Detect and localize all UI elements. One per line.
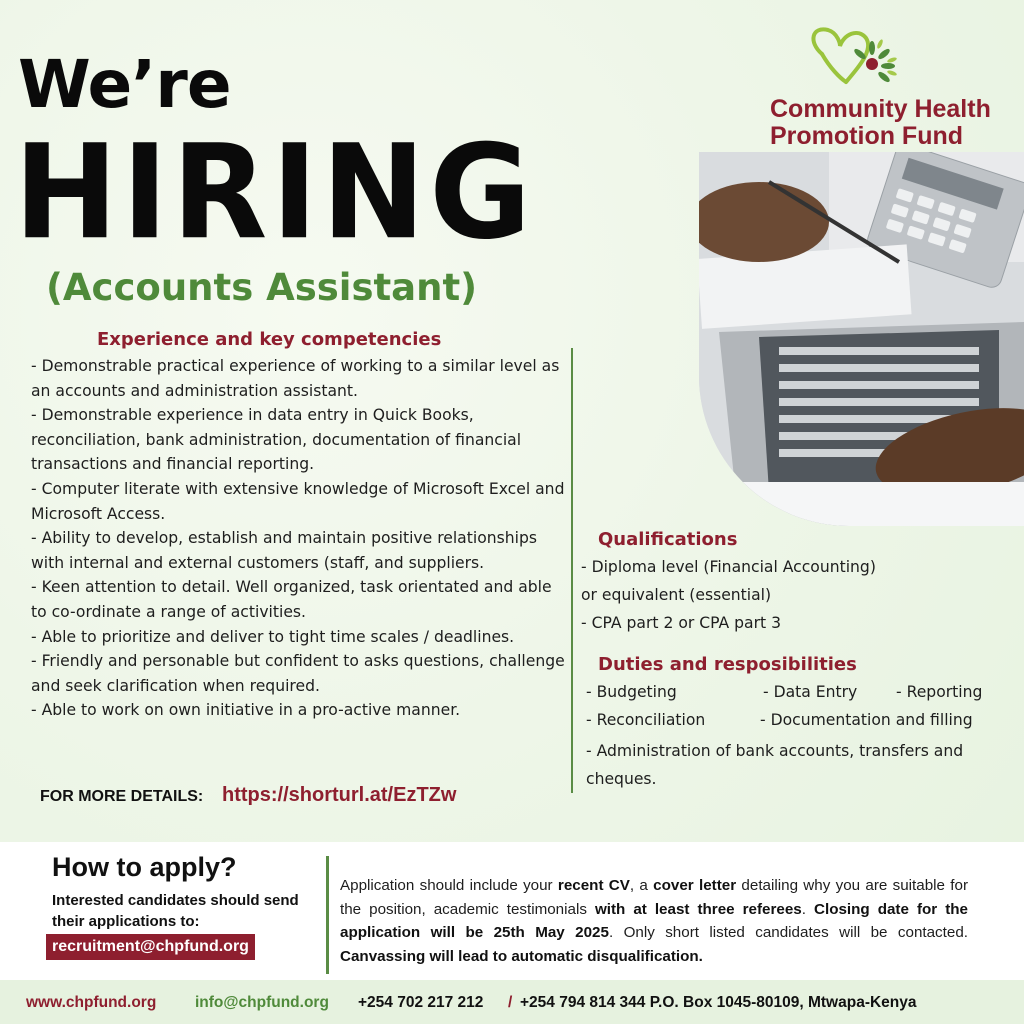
- footer-email[interactable]: info@chpfund.org: [195, 994, 329, 1011]
- column-divider: [571, 348, 573, 793]
- recruitment-email[interactable]: recruitment@chpfund.org: [46, 934, 255, 960]
- qualification-item: - CPA part 2 or CPA part 3: [581, 614, 781, 632]
- headline-hiring: HIRING: [14, 117, 536, 269]
- apply-emphasis: Closing date for the application will be 25th May 2025: [340, 900, 968, 941]
- experience-item: - Demonstrable experience in data entry in Quick Books, reconciliation, bank administration, documentation of financial transactions and financial reporting.: [31, 406, 522, 474]
- experience-item: - Keen attention to detail. Well organized, task orientated and able to co-ordinate a range of activities.: [31, 578, 552, 621]
- experience-heading: Experience and key competencies: [97, 329, 442, 350]
- details-link[interactable]: https://shorturl.at/EzTZw: [222, 784, 457, 806]
- apply-text: .: [801, 900, 814, 918]
- duty-item: - Reconciliation: [586, 711, 706, 729]
- apply-text: detailing why you are suitable for the position, academic testimonials: [340, 877, 969, 918]
- duty-item: - Documentation and filling: [760, 711, 973, 729]
- laptop-calculator-illustration: [699, 152, 1024, 526]
- organization-name-line2: Promotion Fund: [770, 122, 964, 150]
- experience-item: - Demonstrable practical experience of working to a similar level as an accounts and administration assistant.: [31, 357, 560, 400]
- qualification-item: - Diploma level (Financial Accounting): [581, 558, 876, 576]
- apply-divider: [326, 856, 329, 974]
- apply-title: How to apply?: [52, 852, 237, 882]
- duty-item: - Administration of bank accounts, transfers and cheques.: [586, 742, 964, 788]
- duty-item: - Reporting: [896, 683, 983, 701]
- qualifications-list: [581, 553, 1011, 637]
- office-photo: [699, 152, 1024, 526]
- qualifications-heading: Qualifications: [598, 529, 738, 550]
- experience-item: - Ability to develop, establish and maintain positive relationships with internal and external customers (staff, and suppliers.: [31, 529, 537, 572]
- duty-item: - Data Entry: [763, 683, 858, 701]
- organization-name-line1: Community Health: [770, 95, 991, 123]
- apply-text: Application should include your: [340, 877, 558, 894]
- details-label: FOR MORE DETAILS:: [40, 788, 204, 805]
- heart-leaf-logo-icon: [800, 24, 910, 94]
- apply-subtitle: Interested candidates should send their applications to:: [52, 892, 299, 930]
- apply-emphasis: Canvassing will lead to automatic disqualification.: [340, 947, 703, 965]
- job-title: (Accounts Assistant): [46, 266, 478, 309]
- experience-item: - Friendly and personable but confident to asks questions, challenge and seek clarification when required.: [31, 652, 565, 695]
- footer-website[interactable]: www.chpfund.org: [26, 994, 157, 1011]
- apply-text: . Only short listed candidates will be contacted.: [608, 924, 968, 941]
- footer-phone2-address: +254 794 814 344 P.O. Box 1045-80109, Mtwapa-Kenya: [520, 994, 917, 1011]
- experience-item: - Computer literate with extensive knowledge of Microsoft Excel and Microsoft Access.: [31, 479, 565, 523]
- apply-emphasis: with at least three referees: [594, 900, 802, 918]
- experience-list: [31, 354, 566, 723]
- duties-heading: Duties and resposibilities: [598, 654, 857, 675]
- apply-emphasis: recent CV: [557, 877, 630, 894]
- footer-separator: /: [508, 994, 513, 1011]
- footer-phone1: +254 702 217 212: [358, 994, 484, 1011]
- headline-were: We’re: [18, 46, 231, 123]
- duty-item: - Budgeting: [586, 683, 677, 701]
- qualification-item: or equivalent (essential): [581, 586, 772, 604]
- apply-text: , a: [629, 877, 654, 894]
- experience-item: - Able to prioritize and deliver to tight time scales / deadlines.: [31, 627, 515, 646]
- organization-name: [770, 96, 1020, 150]
- apply-emphasis: cover letter: [653, 877, 737, 894]
- apply-instructions: [340, 874, 968, 968]
- experience-item: - Able to work on own initiative in a pro-active manner.: [31, 701, 461, 720]
